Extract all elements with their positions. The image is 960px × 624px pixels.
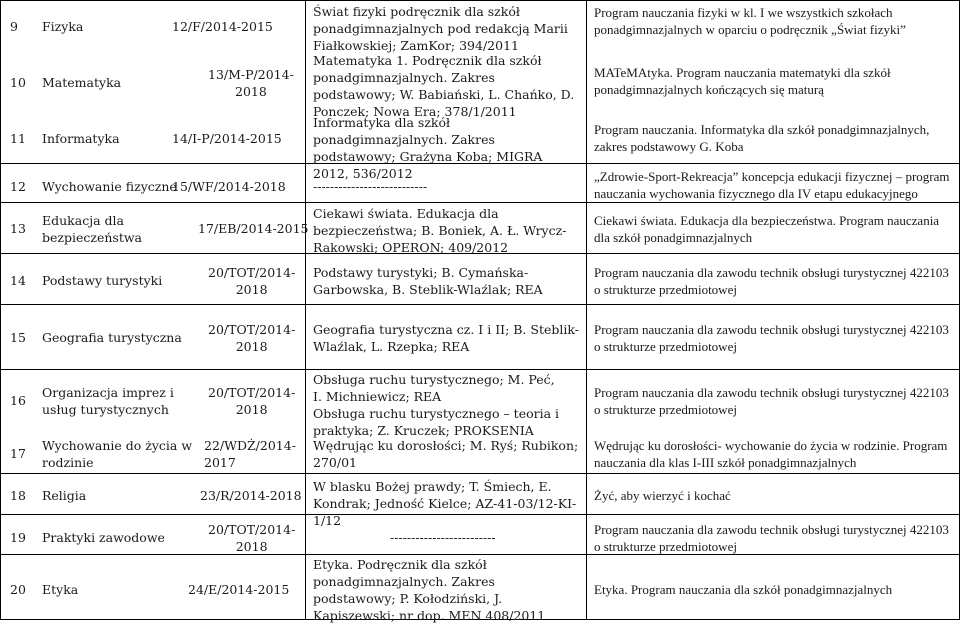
row-number: 10 bbox=[10, 75, 26, 90]
subject-name: Religia bbox=[42, 488, 87, 503]
program-code: 15/WF/2014-2018 bbox=[172, 179, 286, 194]
row-number: 12 bbox=[10, 179, 26, 194]
textbook-info: Matematyka 1. Podręcznik dla szkół ponadgimnazjalnych. Zakres podstawowy; W. Babiański, L. Chańko, D. Ponczek; Nowa Era; 378/1/2011 bbox=[313, 53, 575, 119]
textbook-info: Obsługa ruchu turystycznego; M. Peć, I. Michniewicz; REA Obsługa ruchu turystycznego – teoria i praktyka; Z. Kruczek; PROKSENIA bbox=[313, 372, 560, 438]
row-number: 13 bbox=[10, 221, 26, 236]
curriculum-program: MATeMAtyka. Program nauczania matematyki dla szkół ponadgimnazjalnych kończących się maturą bbox=[594, 65, 891, 97]
subject-name: Praktyki zawodowe bbox=[42, 530, 165, 545]
program-code: 23/R/2014-2018 bbox=[200, 488, 302, 503]
subject-name: Wychowanie fizyczne bbox=[42, 179, 177, 194]
subject-name: Podstawy turystyki bbox=[42, 273, 163, 288]
program-code: 12/F/2014-2015 bbox=[172, 19, 273, 34]
textbook-info: Geografia turystyczna cz. I i II; B. Steblik-Wlaźlak, L. Rzepka; REA bbox=[313, 322, 579, 354]
row-number: 17 bbox=[10, 446, 26, 461]
subject-name: Fizyka bbox=[42, 19, 84, 34]
curriculum-program: Program nauczania dla zawodu technik obsługi turystycznej 422103 o strukturze przedmiotowej bbox=[594, 385, 949, 417]
subject-name: Matematyka bbox=[42, 75, 122, 90]
curriculum-program: Program nauczania dla zawodu technik obsługi turystycznej 422103 o strukturze przedmiotowej bbox=[594, 522, 949, 554]
row-number: 9 bbox=[10, 19, 18, 34]
program-code: 20/TOT/2014- 2018 bbox=[208, 322, 296, 354]
program-code: 14/I-P/2014-2015 bbox=[172, 131, 282, 146]
textbook-info: ------------------------- bbox=[390, 530, 496, 545]
subject-name: Geografia turystyczna bbox=[42, 330, 182, 345]
curriculum-program: Program nauczania. Informatyka dla szkół ponadgimnazjalnych, zakres podstawowy G. Koba bbox=[594, 122, 930, 154]
program-code: 22/WDŻ/2014- 2017 bbox=[204, 438, 296, 470]
subject-name: Etyka bbox=[42, 582, 79, 597]
program-code: 20/TOT/2014- 2018 bbox=[208, 265, 296, 297]
program-code: 24/E/2014-2015 bbox=[188, 582, 290, 597]
textbook-info: Informatyka dla szkół ponadgimnazjalnych. Zakres podstawowy; Grażyna Koba; MIGRA 2012, 536/2012 bbox=[313, 115, 543, 181]
subject-name: Edukacja dla bezpieczeństwa bbox=[42, 213, 143, 245]
row-number: 11 bbox=[10, 131, 26, 146]
textbook-info: Świat fizyki podręcznik dla szkół ponadgimnazjalnych pod redakcją Marii Fiałkowskiej; ZamKor; 394/2011 bbox=[313, 4, 568, 53]
row-number: 14 bbox=[10, 273, 26, 288]
curriculum-program: „Zdrowie-Sport-Rekreacja” koncepcja edukacji fizycznej – program nauczania wychowania fizycznego dla IV etapu edukacyjnego bbox=[594, 169, 950, 201]
curriculum-program: Ciekawi świata. Edukacja dla bezpieczeństwa. Program nauczania dla szkół ponadgimnazjalnych bbox=[594, 213, 940, 245]
program-code: 20/TOT/2014- 2018 bbox=[208, 385, 296, 417]
textbook-info: W blasku Bożej prawdy; T. Śmiech, E. Kondrak; Jedność Kielce; AZ-41-03/12-KI-1/12 bbox=[313, 479, 577, 528]
row-number: 15 bbox=[10, 330, 26, 345]
row-number: 18 bbox=[10, 488, 26, 503]
curriculum-program: Etyka. Program nauczania dla szkół ponadgimnazjalnych bbox=[594, 582, 893, 597]
curriculum-program: Program nauczania dla zawodu technik obsługi turystycznej 422103 o strukturze przedmiotowej bbox=[594, 322, 949, 354]
curriculum-program: Wędrując ku dorosłości- wychowanie do życia w rodzinie. Program nauczania dla klas I-III szkół ponadgimnazjalnych bbox=[594, 438, 948, 470]
subject-name: Organizacja imprez i usług turystycznych bbox=[42, 385, 174, 417]
row-number: 19 bbox=[10, 530, 26, 545]
textbook-info: Wędrując ku dorosłości; M. Ryś; Rubikon; 270/01 bbox=[313, 438, 579, 470]
curriculum-program: Program nauczania fizyki w kl. I we wszystkich szkołach ponadgimnazjalnych w oparciu o podręcznik „Świat fizyki” bbox=[594, 5, 906, 37]
curriculum-program: Program nauczania dla zawodu technik obsługi turystycznej 422103 o strukturze przedmiotowej bbox=[594, 265, 949, 297]
textbook-info: Ciekawi świata. Edukacja dla bezpieczeństwa; B. Boniek, A. Ł. Wrycz-Rakowski; OPERON; 409/2012 bbox=[313, 206, 567, 255]
subject-name: Informatyka bbox=[42, 131, 120, 146]
textbook-info: Podstawy turystyki; B. Cymańska-Garbowska, B. Steblik-Wlaźlak; REA bbox=[313, 265, 543, 297]
textbook-info: --------------------------- bbox=[313, 179, 428, 194]
row-number: 16 bbox=[10, 393, 26, 408]
program-code: 20/TOT/2014- 2018 bbox=[208, 522, 296, 554]
program-code: 13/M-P/2014- 2018 bbox=[208, 67, 294, 99]
subject-name: Wychowanie do życia w rodzinie bbox=[42, 438, 193, 470]
curriculum-program: Żyć, aby wierzyć i kochać bbox=[594, 488, 731, 503]
row-number: 20 bbox=[10, 582, 26, 597]
program-code: 17/EB/2014-2015 bbox=[198, 221, 309, 236]
textbook-info: Etyka. Podręcznik dla szkół ponadgimnazjalnych. Zakres podstawowy; P. Kołodziński, J. Kapiszewski; nr dop. MEN 408/2011 bbox=[313, 557, 546, 623]
